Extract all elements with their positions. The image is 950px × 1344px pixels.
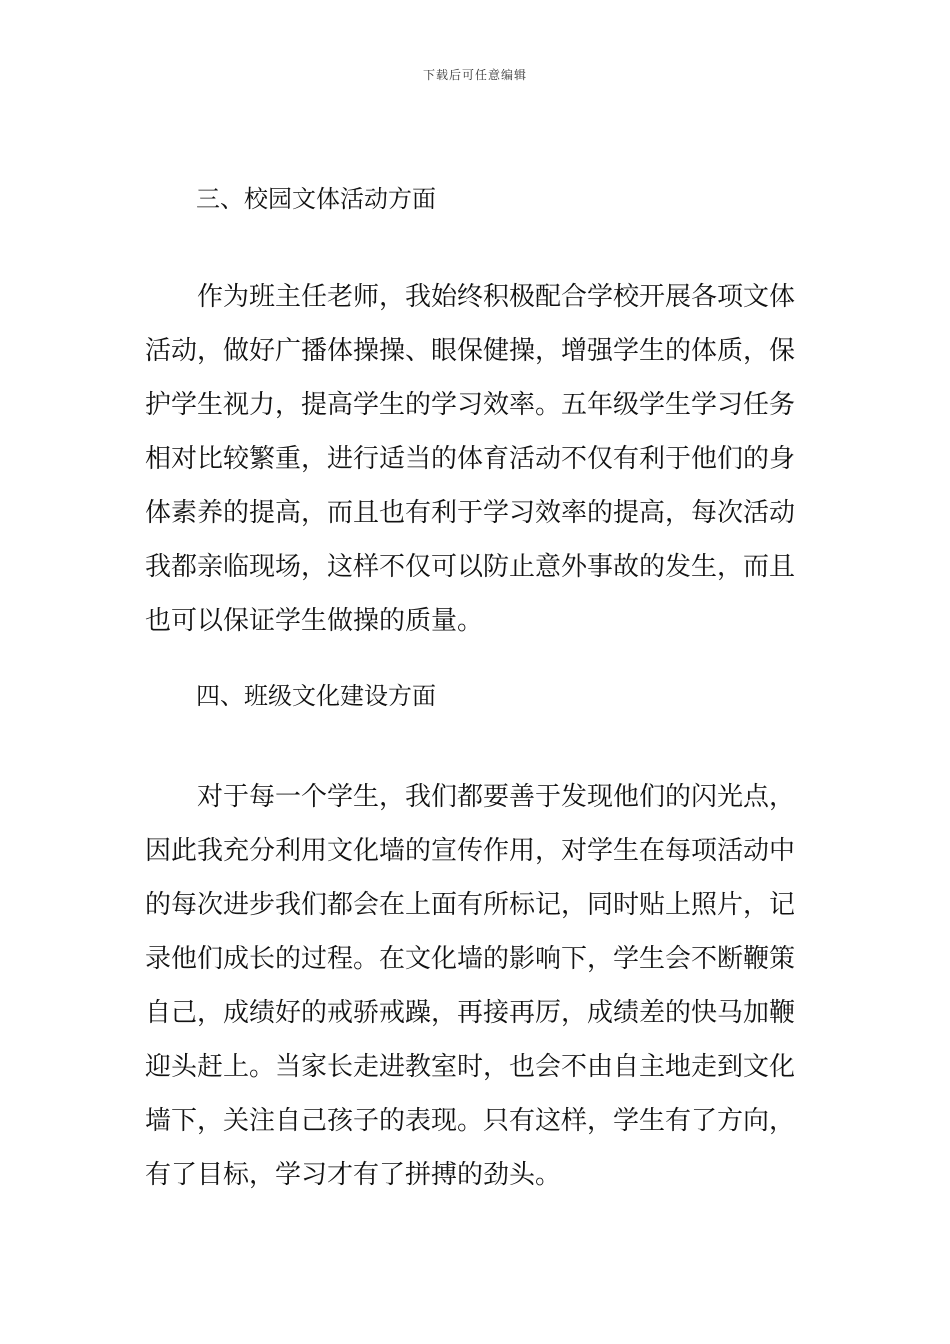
paragraph-line: 体素养的提高，而且也有利于学习效率的提高，每次活动 <box>145 498 796 528</box>
paragraph-line: 因此我充分利用文化墙的宣传作用，对学生在每项活动中 <box>145 836 796 866</box>
paragraph-line: 我都亲临现场，这样不仅可以防止意外事故的发生，而且 <box>145 552 796 582</box>
paragraph-line: 作为班主任老师，我始终积极配合学校开展各项文体 <box>197 282 796 312</box>
paragraph-line: 墙下，关注自己孩子的表现。只有这样，学生有了方向， <box>145 1106 796 1136</box>
paragraph-line: 相对比较繁重，进行适当的体育活动不仅有利于他们的身 <box>145 444 796 474</box>
section-heading-3: 三、校园文体活动方面 <box>196 185 436 213</box>
section-paragraph-3 <box>145 270 835 648</box>
paragraph-line: 护学生视力，提高学生的学习效率。五年级学生学习任务 <box>145 390 796 420</box>
paragraph-line: 有了目标，学习才有了拼搏的劲头。 <box>145 1160 562 1190</box>
section-paragraph-4 <box>145 770 835 1202</box>
paragraph-line: 自己，成绩好的戒骄戒躁，再接再厉，成绩差的快马加鞭 <box>145 998 796 1028</box>
header-note: 下载后可任意编辑 <box>422 68 527 82</box>
paragraph-line: 对于每一个学生，我们都要善于发现他们的闪光点， <box>197 782 796 812</box>
section-heading-4: 四、班级文化建设方面 <box>196 682 436 710</box>
paragraph-line: 的每次进步我们都会在上面有所标记，同时贴上照片，记 <box>145 890 796 920</box>
paragraph-line: 录他们成长的过程。在文化墙的影响下，学生会不断鞭策 <box>145 944 796 974</box>
paragraph-line: 迎头赶上。当家长走进教室时，也会不由自主地走到文化 <box>145 1052 796 1082</box>
paragraph-line: 也可以保证学生做操的质量。 <box>145 606 484 636</box>
paragraph-line: 活动，做好广播体操操、眼保健操，增强学生的体质，保 <box>145 336 796 366</box>
